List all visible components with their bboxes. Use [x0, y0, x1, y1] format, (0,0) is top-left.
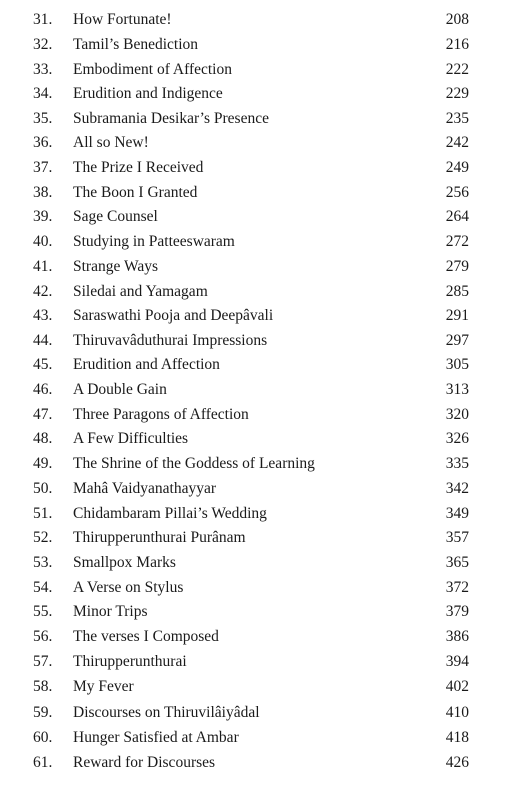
toc-entry [0, 675, 512, 699]
chapter-title: Siledai and Yamagam [73, 283, 208, 300]
page-number: 386 [445, 628, 469, 645]
chapter-title: The verses I Composed [73, 628, 219, 645]
chapter-title: The Prize I Received [73, 159, 204, 176]
page-number: 335 [445, 455, 469, 472]
page-number: 229 [445, 85, 469, 102]
chapter-number: 57. [33, 653, 53, 670]
chapter-number: 53. [33, 554, 53, 571]
page-number: 402 [445, 678, 469, 695]
toc-entry [0, 58, 512, 82]
chapter-title: Hunger Satisfied at Ambar [73, 729, 239, 746]
chapter-title: A Double Gain [73, 381, 167, 398]
page-number: 313 [445, 381, 469, 398]
chapter-title: Erudition and Indigence [73, 85, 223, 102]
chapter-title: Smallpox Marks [73, 554, 176, 571]
page-number: 256 [445, 184, 469, 201]
chapter-number: 43. [33, 307, 53, 324]
chapter-number: 54. [33, 579, 53, 596]
toc-entry [0, 230, 512, 254]
page-number: 208 [445, 11, 469, 28]
toc-entry [0, 329, 512, 353]
toc-entry [0, 551, 512, 575]
chapter-title: Tamil’s Benediction [73, 36, 199, 53]
chapter-title: Saraswathi Pooja and Deepâvali [73, 307, 274, 324]
toc-entry [0, 751, 512, 775]
page-number: 418 [445, 729, 469, 746]
toc-entry [0, 131, 512, 155]
page-number: 379 [445, 603, 469, 620]
chapter-title: Chidambaram Pillai’s Wedding [73, 505, 267, 522]
toc-entry [0, 33, 512, 57]
chapter-title: Strange Ways [73, 258, 158, 275]
chapter-number: 50. [33, 480, 53, 497]
chapter-title: Thiruvavâduthurai Impressions [73, 332, 268, 349]
chapter-number: 36. [33, 134, 53, 151]
chapter-number: 34. [33, 85, 53, 102]
toc-entry [0, 82, 512, 106]
chapter-number: 44. [33, 332, 53, 349]
page-number: 410 [445, 704, 469, 721]
chapter-title: How Fortunate! [73, 11, 172, 28]
chapter-title: Reward for Discourses [73, 754, 216, 771]
page-number: 426 [445, 754, 469, 771]
toc-entry [0, 181, 512, 205]
chapter-number: 61. [33, 754, 53, 771]
toc-entry [0, 107, 512, 131]
chapter-number: 51. [33, 505, 53, 522]
chapter-number: 59. [33, 704, 53, 721]
page-number: 394 [445, 653, 469, 670]
chapter-number: 39. [33, 208, 53, 225]
page-number: 235 [445, 110, 469, 127]
chapter-number: 47. [33, 406, 53, 423]
page-number: 297 [445, 332, 469, 349]
toc-entry [0, 403, 512, 427]
page-number: 349 [445, 505, 469, 522]
chapter-number: 42. [33, 283, 53, 300]
chapter-number: 46. [33, 381, 53, 398]
chapter-title: Discourses on Thiruvilâiyâdal [73, 704, 260, 721]
toc-entry [0, 526, 512, 550]
toc-entry [0, 378, 512, 402]
chapter-number: 41. [33, 258, 53, 275]
page-number: 216 [445, 36, 469, 53]
chapter-title: Erudition and Affection [73, 356, 220, 373]
toc-entry [0, 502, 512, 526]
chapter-title: The Boon I Granted [73, 184, 198, 201]
chapter-number: 40. [33, 233, 53, 250]
chapter-title: Thirupperunthurai Purânam [73, 529, 246, 546]
toc-entry [0, 353, 512, 377]
toc-entry [0, 701, 512, 725]
chapter-number: 60. [33, 729, 53, 746]
chapter-number: 56. [33, 628, 53, 645]
page-number: 291 [445, 307, 469, 324]
chapter-number: 49. [33, 455, 53, 472]
chapter-title: My Fever [73, 678, 134, 695]
page-number: 365 [445, 554, 469, 571]
chapter-title: Mahâ Vaidyanathayyar [73, 480, 217, 497]
toc-entry [0, 255, 512, 279]
toc-entry [0, 625, 512, 649]
chapter-title: Studying in Patteeswaram [73, 233, 235, 250]
toc-entry [0, 650, 512, 674]
chapter-title: A Verse on Stylus [73, 579, 184, 596]
chapter-number: 52. [33, 529, 53, 546]
chapter-title: Embodiment of Affection [73, 61, 232, 78]
chapter-title: Thirupperunthurai [73, 653, 187, 670]
chapter-number: 31. [33, 11, 53, 28]
chapter-title: A Few Difficulties [73, 430, 189, 447]
page-number: 264 [445, 208, 469, 225]
chapter-title: All so New! [73, 134, 149, 151]
page-number: 326 [445, 430, 469, 447]
toc-entry [0, 8, 512, 32]
toc-entry [0, 477, 512, 501]
toc-entry [0, 280, 512, 304]
chapter-title: Minor Trips [73, 603, 148, 620]
chapter-number: 33. [33, 61, 53, 78]
toc-entry [0, 205, 512, 229]
toc-entry [0, 452, 512, 476]
toc-entry [0, 304, 512, 328]
page-number: 357 [445, 529, 469, 546]
toc-entry [0, 156, 512, 180]
page-number: 222 [445, 61, 469, 78]
page-number: 320 [445, 406, 469, 423]
page-number: 272 [445, 233, 469, 250]
toc-entry [0, 726, 512, 750]
chapter-number: 58. [33, 678, 53, 695]
chapter-title: Three Paragons of Affection [73, 406, 249, 423]
chapter-title: Subramania Desikar’s Presence [73, 110, 269, 127]
page-number: 249 [445, 159, 469, 176]
page-number: 372 [445, 579, 469, 596]
toc-entry [0, 427, 512, 451]
page-number: 305 [445, 356, 469, 373]
chapter-number: 37. [33, 159, 53, 176]
chapter-number: 32. [33, 36, 53, 53]
page-number: 242 [445, 134, 469, 151]
chapter-number: 48. [33, 430, 53, 447]
toc-entry [0, 600, 512, 624]
chapter-title: Sage Counsel [73, 208, 158, 225]
page-number: 342 [445, 480, 469, 497]
chapter-number: 45. [33, 356, 53, 373]
chapter-number: 38. [33, 184, 53, 201]
page-number: 279 [445, 258, 469, 275]
chapter-number: 55. [33, 603, 53, 620]
chapter-number: 35. [33, 110, 53, 127]
page-number: 285 [445, 283, 469, 300]
chapter-title: The Shrine of the Goddess of Learning [73, 455, 315, 472]
toc-entry [0, 576, 512, 600]
